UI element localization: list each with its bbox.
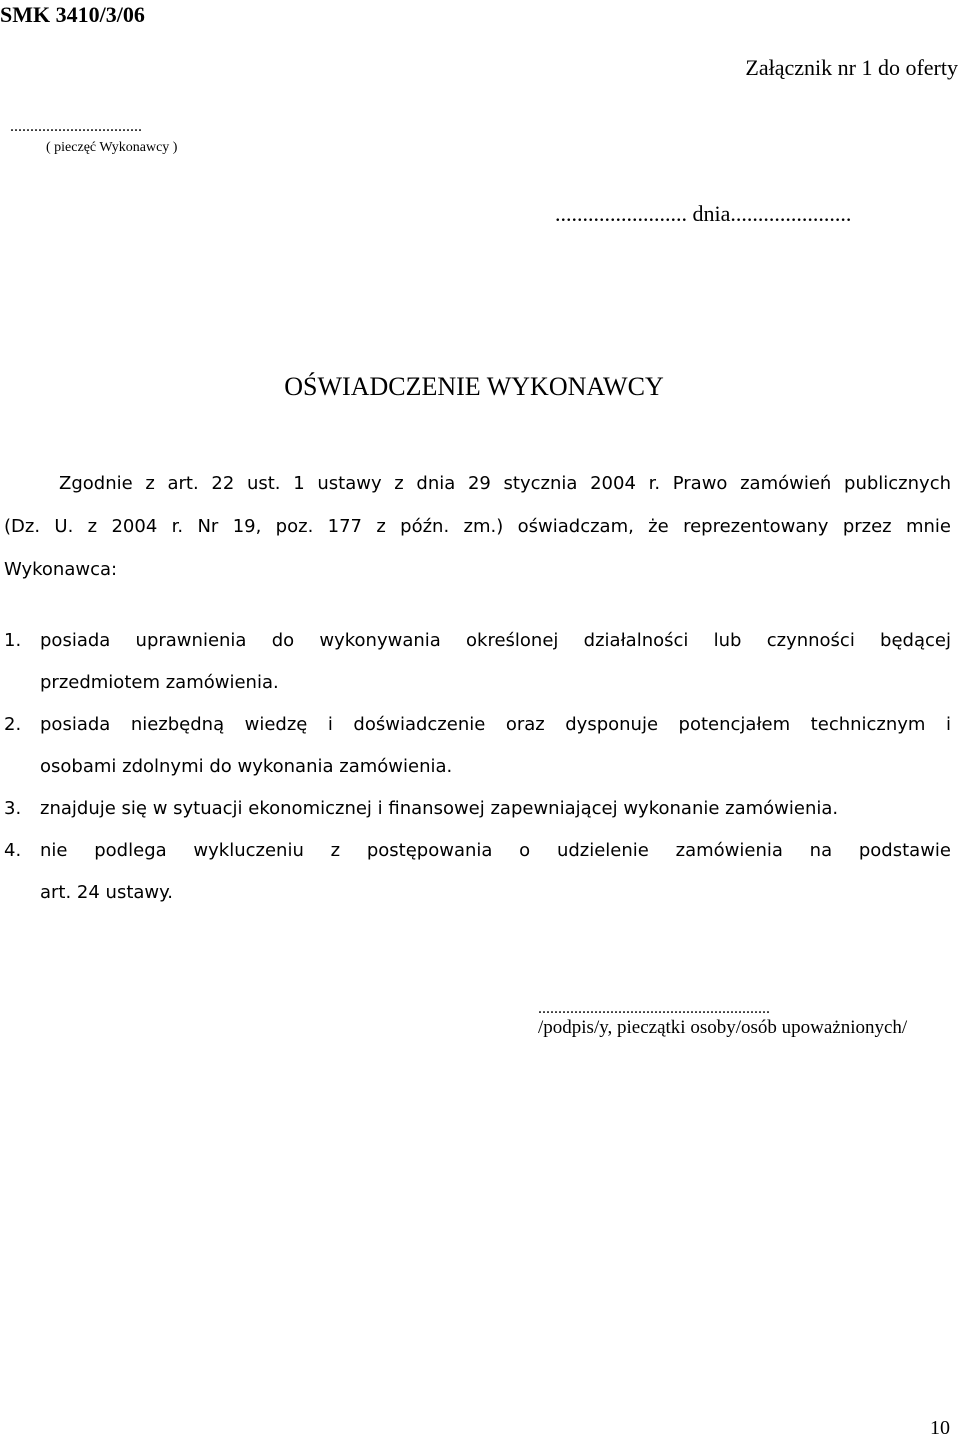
- list-item: [4, 830, 951, 914]
- intro-line-3: Wykonawca:: [4, 559, 118, 580]
- list-item: [4, 620, 951, 704]
- list-item-line: znajduje się w sytuacji ekonomicznej i finansowej zapewniającej wykonanie zamówienia.: [40, 798, 839, 819]
- list-item: [4, 704, 951, 788]
- date-line: ........................ dnia......................: [555, 201, 852, 226]
- list-item-line: posiada uprawnienia do wykonywania określonej działalności lub czynności będącej: [40, 630, 951, 651]
- list-item-line: posiada niezbędną wiedzę i doświadczenie oraz dysponuje potencjałem technicznym i: [40, 714, 951, 735]
- signature-placeholder-dots: ..........................................................: [538, 1000, 770, 1017]
- stamp-placeholder-dots: .................................: [10, 118, 142, 135]
- intro-line-1: Zgodnie z art. 22 ust. 1 ustawy z dnia 29 stycznia 2004 r. Prawo zamówień publicznych: [59, 473, 951, 494]
- declaration-list: [4, 620, 951, 914]
- intro-paragraph: [4, 462, 951, 591]
- list-item-line: art. 24 ustawy.: [40, 882, 173, 903]
- list-item: [4, 788, 951, 830]
- document-title: OŚWIADCZENIE WYKONAWCY: [284, 372, 664, 401]
- stamp-label: ( pieczęć Wykonawcy ): [46, 140, 178, 155]
- list-item-number: 4.: [4, 840, 22, 861]
- signature-label: /podpis/y, pieczątki osoby/osób upoważnionych/: [538, 1017, 908, 1038]
- list-item-number: 1.: [4, 630, 22, 651]
- intro-line-2: (Dz. U. z 2004 r. Nr 19, poz. 177 z późn. zm.) oświadczam, że reprezentowany przez mnie: [4, 516, 951, 537]
- list-item-line: nie podlega wykluczeniu z postępowania o udzielenie zamówienia na podstawie: [40, 840, 951, 861]
- list-item-line: osobami zdolnymi do wykonania zamówienia.: [40, 756, 453, 777]
- document-reference: SMK 3410/3/06: [0, 2, 145, 27]
- list-item-number: 3.: [4, 798, 22, 819]
- list-item-line: przedmiotem zamówienia.: [40, 672, 279, 693]
- page-number: 10: [930, 1417, 950, 1439]
- attachment-label: Załącznik nr 1 do oferty: [745, 55, 958, 80]
- list-item-number: 2.: [4, 714, 22, 735]
